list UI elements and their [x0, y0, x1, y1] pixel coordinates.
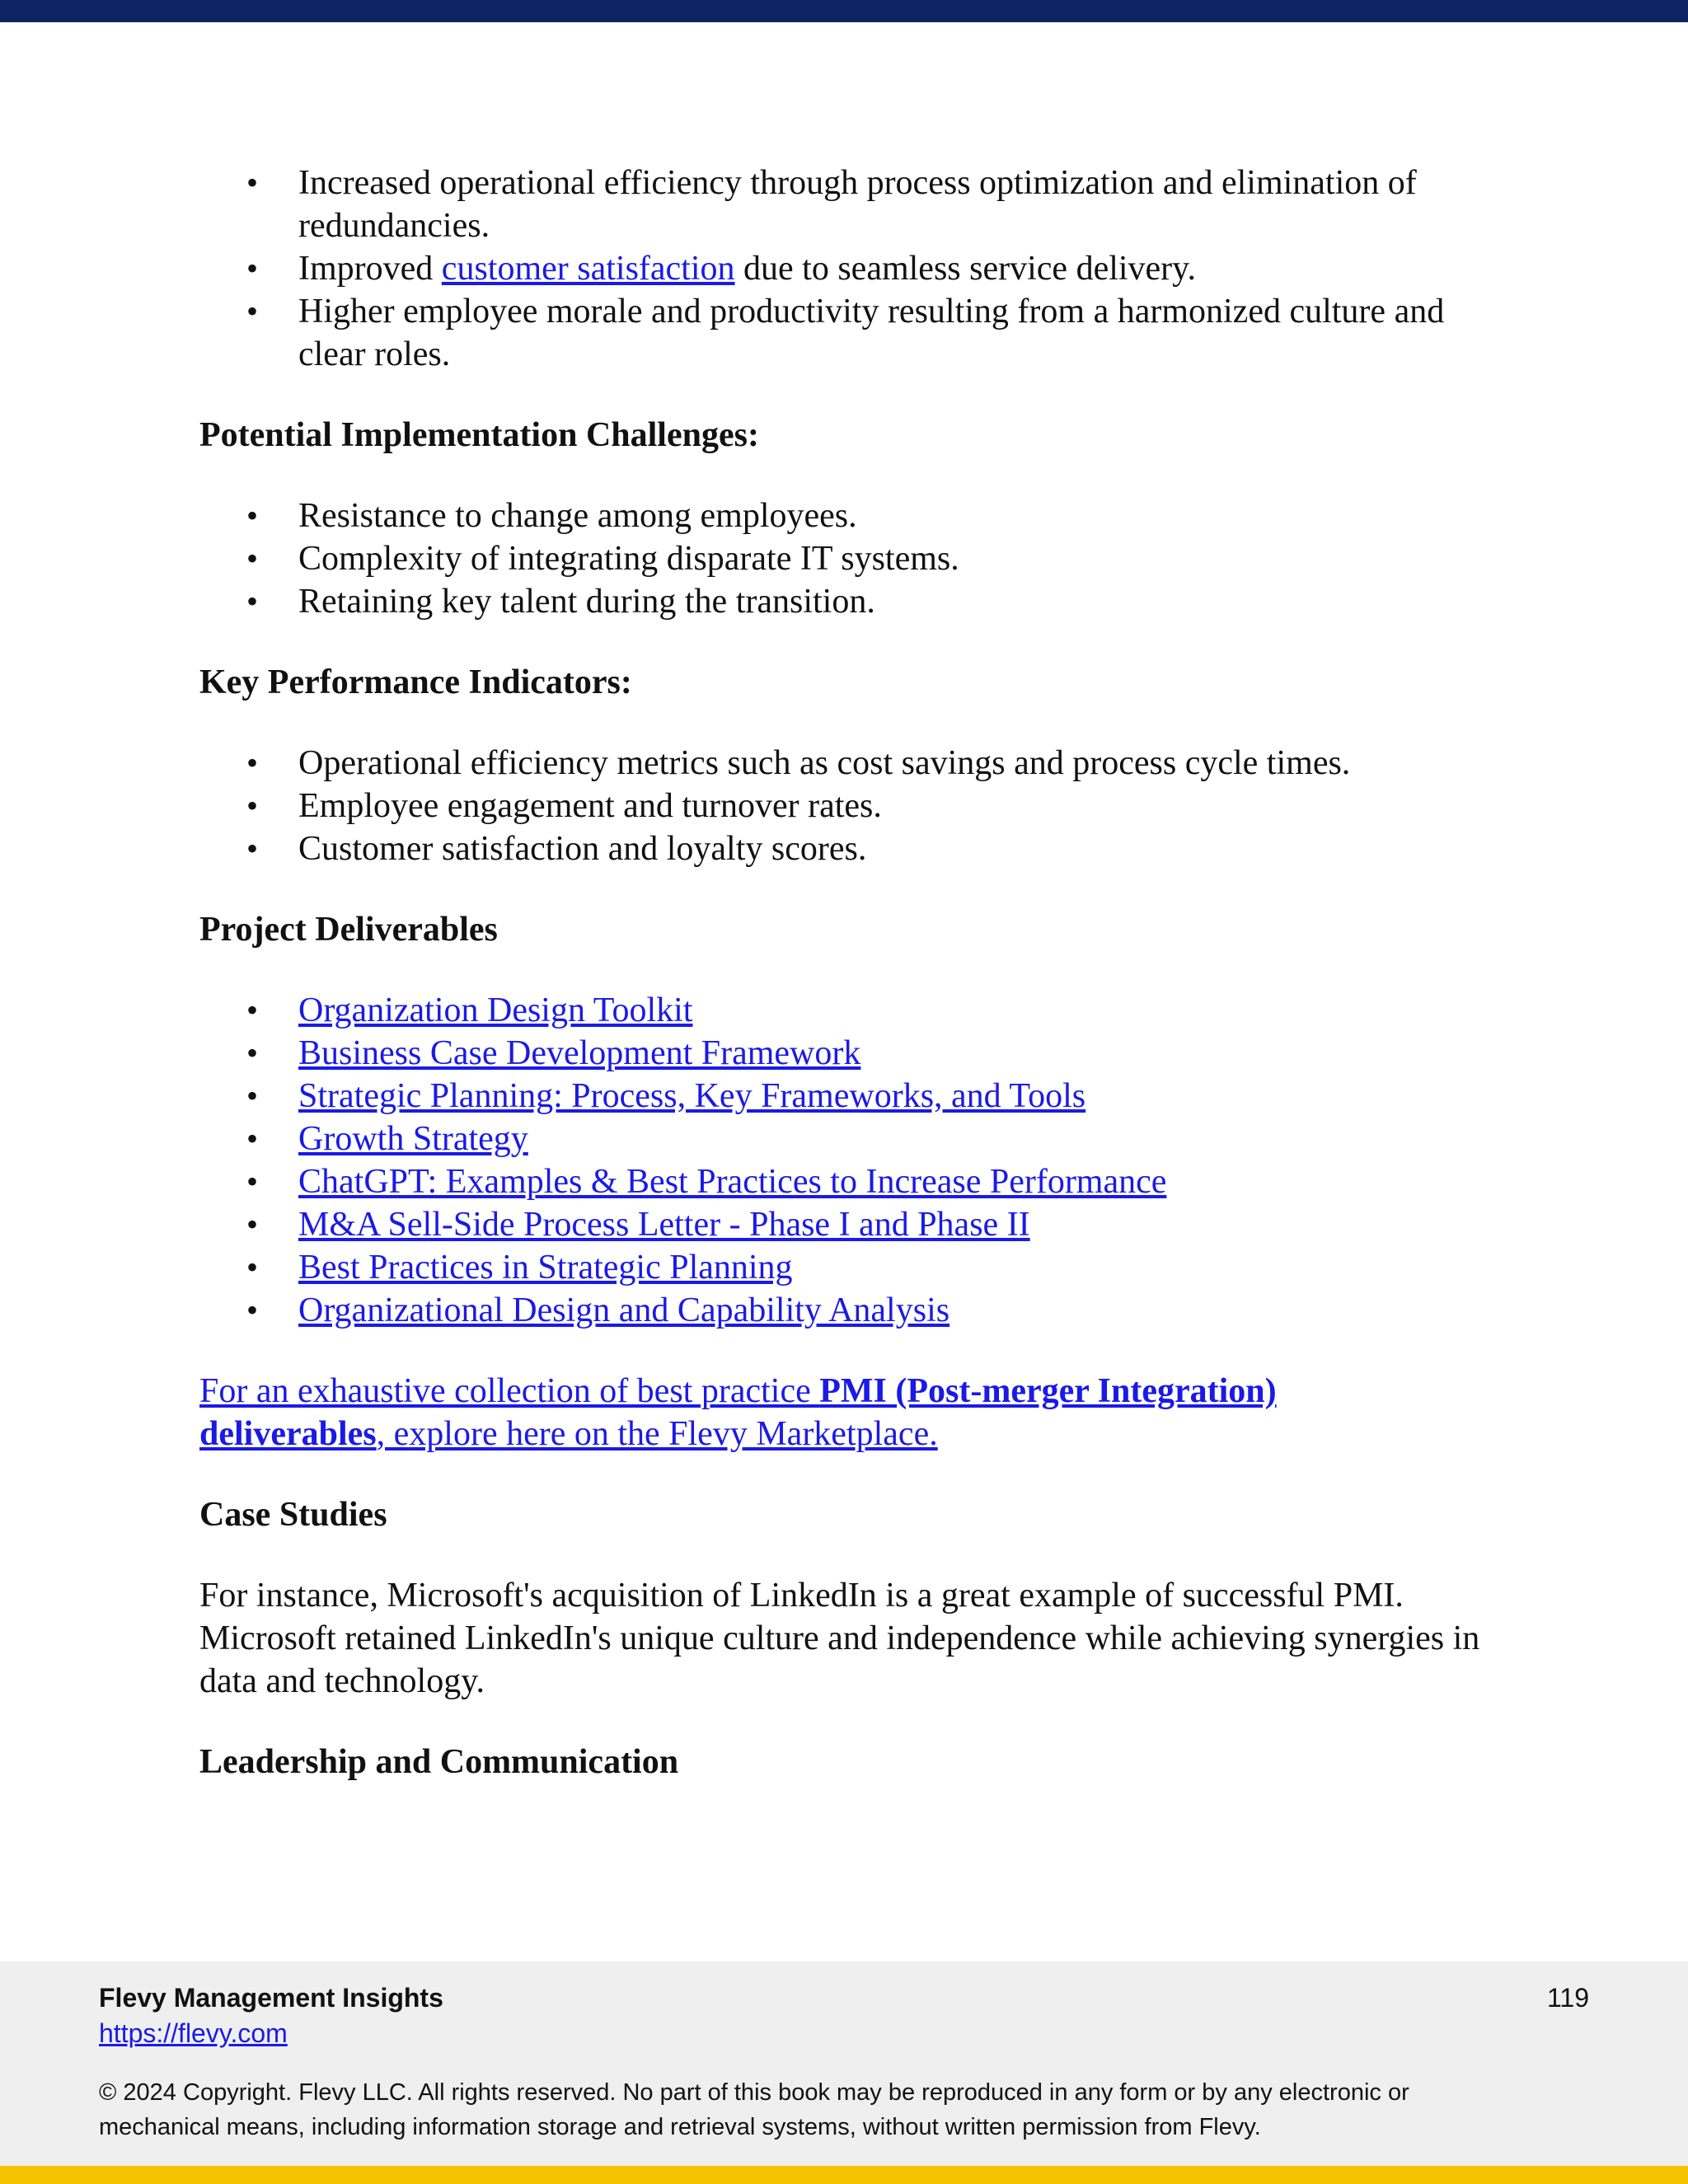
- marketplace-link-paragraph: [199, 1370, 1485, 1455]
- deliverables-heading: Project Deliverables: [199, 911, 498, 949]
- list-item: • Resistance to change among employees.: [199, 494, 1485, 537]
- marketplace-link-prefix: For an exhaustive collection of best practice: [199, 1372, 820, 1410]
- page-number: 119: [1546, 1983, 1589, 2013]
- deliverable-link[interactable]: Strategic Planning: Process, Key Frameworks, and Tools: [298, 1077, 1086, 1115]
- list-item: • Higher employee morale and productivity resulting from a harmonized culture and clear roles.: [199, 290, 1485, 376]
- deliverable-link[interactable]: M&A Sell-Side Process Letter - Phase I and Phase II: [298, 1206, 1030, 1244]
- list-item: [199, 1075, 1485, 1118]
- case-studies-text: For instance, Microsoft's acquisition of LinkedIn is a great example of successful PMI. Microsoft retained LinkedIn's unique culture and independence while achieving synergies in data and technology.: [199, 1577, 1480, 1700]
- deliverables-list: [199, 989, 1485, 1332]
- list-item-text: Improved: [298, 250, 442, 288]
- deliverable-link[interactable]: Organizational Design and Capability Analysis: [298, 1291, 950, 1329]
- list-item: [199, 1246, 1485, 1289]
- benefits-list: [199, 162, 1485, 376]
- list-item: [199, 1160, 1485, 1203]
- marketplace-link-bold: PMI (Post-merger Integration) deliverables: [199, 1372, 1277, 1453]
- deliverable-link[interactable]: ChatGPT: Examples & Best Practices to Increase Performance: [298, 1163, 1167, 1201]
- deliverable-link[interactable]: Organization Design Toolkit: [298, 991, 693, 1029]
- list-item: [199, 1289, 1485, 1332]
- list-item: [199, 247, 1485, 290]
- deliverable-link[interactable]: Business Case Development Framework: [298, 1034, 861, 1072]
- footer-title: Flevy Management Insights: [99, 1983, 443, 2013]
- list-item: [199, 1118, 1485, 1160]
- leadership-heading: Leadership and Communication: [199, 1743, 679, 1781]
- list-item: [199, 1203, 1485, 1246]
- deliverable-link[interactable]: Best Practices in Strategic Planning: [298, 1249, 793, 1286]
- list-item-text: due to seamless service delivery.: [734, 250, 1196, 288]
- page-footer: [0, 1961, 1688, 2166]
- list-item: [199, 1032, 1485, 1075]
- top-banner-bar: [0, 0, 1688, 22]
- list-item: • Retaining key talent during the transition.: [199, 580, 1485, 623]
- list-item: • Operational efficiency metrics such as cost savings and process cycle times.: [199, 742, 1485, 785]
- list-item: [199, 989, 1485, 1032]
- case-studies-heading: Case Studies: [199, 1496, 387, 1534]
- list-item: • Customer satisfaction and loyalty scores.: [199, 827, 1485, 870]
- challenges-heading: Potential Implementation Challenges:: [199, 416, 759, 454]
- bottom-accent-bar: [0, 2166, 1688, 2184]
- kpi-list: [199, 742, 1485, 870]
- marketplace-link[interactable]: [199, 1372, 1277, 1453]
- footer-url-link[interactable]: https://flevy.com: [99, 2018, 288, 2048]
- copyright-notice: © 2024 Copyright. Flevy LLC. All rights reserved. No part of this book may be reproduced in any form or by any electronic or mechanical means, including information storage and retrieval systems, without written permission from Flevy.: [99, 2079, 1409, 2140]
- list-item: • Increased operational efficiency through process optimization and elimination of redundancies.: [199, 162, 1485, 247]
- marketplace-link-suffix: , explore here on the Flevy Marketplace.: [376, 1415, 938, 1453]
- page-content: [199, 162, 1485, 1783]
- customer-satisfaction-link[interactable]: customer satisfaction: [441, 250, 735, 288]
- kpi-heading: Key Performance Indicators:: [199, 663, 632, 701]
- list-item: • Complexity of integrating disparate IT systems.: [199, 537, 1485, 580]
- list-item: • Employee engagement and turnover rates.: [199, 785, 1485, 827]
- challenges-list: [199, 494, 1485, 623]
- deliverable-link[interactable]: Growth Strategy: [298, 1120, 528, 1158]
